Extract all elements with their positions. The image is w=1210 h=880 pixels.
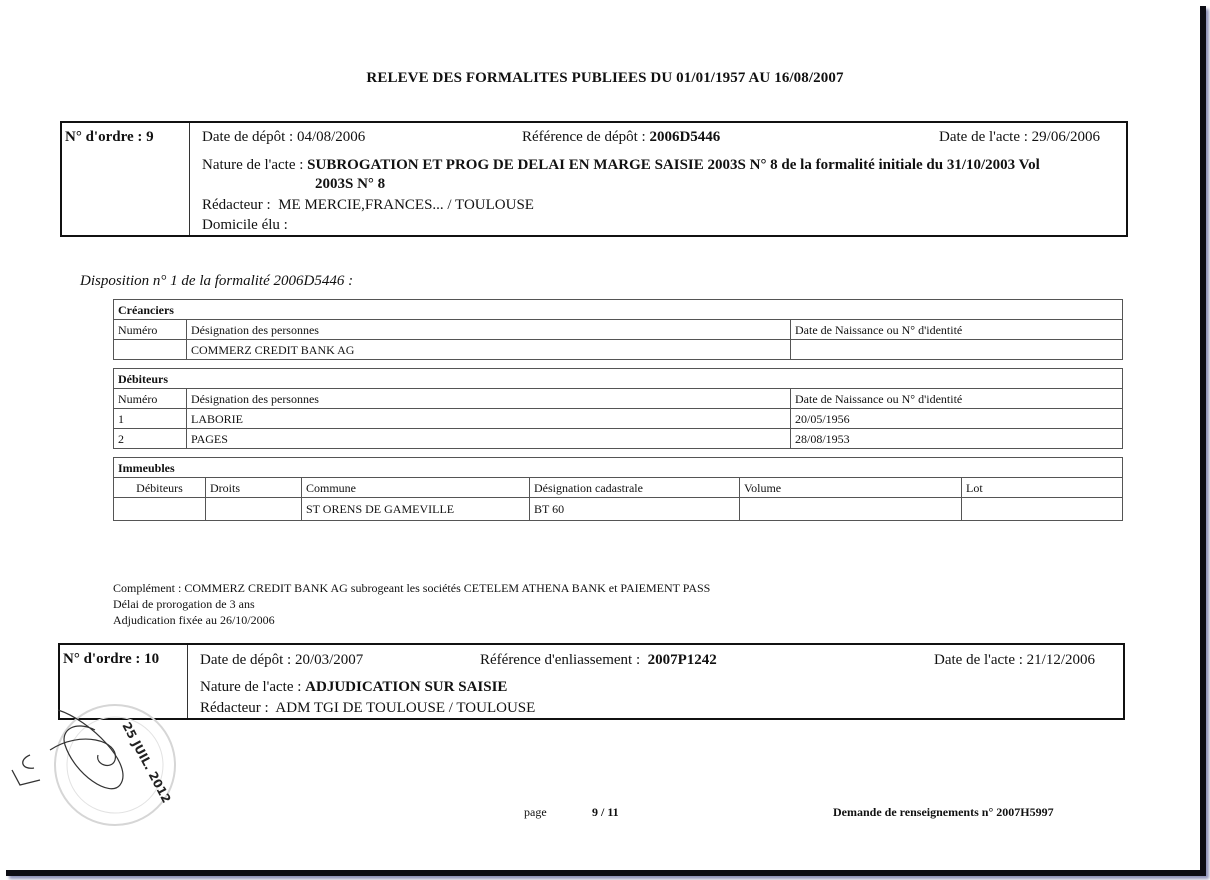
complement-line: Délai de prorogation de 3 ans bbox=[113, 597, 255, 611]
cell-cadastrale: BT 60 bbox=[530, 498, 740, 521]
table-row bbox=[114, 498, 1123, 521]
col-header: Date de Naissance ou N° d'identité bbox=[791, 320, 1123, 340]
cell-numero: 1 bbox=[114, 409, 187, 429]
formalite-10-box bbox=[58, 643, 1125, 720]
date-depot: Date de dépôt : 20/03/2007 bbox=[200, 652, 364, 668]
cell-numero: 2 bbox=[114, 429, 187, 449]
redacteur: Rédacteur : ADM TGI DE TOULOUSE / TOULOUSE bbox=[200, 700, 536, 716]
creanciers-table bbox=[113, 299, 1123, 360]
cell-lot bbox=[962, 498, 1123, 521]
debiteurs-table bbox=[113, 368, 1123, 449]
official-stamp-icon bbox=[0, 690, 190, 840]
table-row bbox=[114, 429, 1123, 449]
complement-line: Complément : COMMERZ CREDIT BANK AG subrogeant les sociétés CETELEM ATHENA BANK et PAIEMENT PASS bbox=[113, 581, 711, 595]
cell-date: 28/08/1953 bbox=[791, 429, 1123, 449]
col-header: Volume bbox=[740, 478, 962, 498]
col-header: Débiteurs bbox=[114, 478, 206, 498]
date-acte: Date de l'acte : 21/12/2006 bbox=[934, 652, 1095, 668]
cell-debiteurs bbox=[114, 498, 206, 521]
cell-date bbox=[791, 340, 1123, 360]
cell-designation: LABORIE bbox=[187, 409, 791, 429]
stamp-date: 25 JUIL. 2012 bbox=[119, 719, 174, 806]
table-row bbox=[114, 340, 1123, 360]
complement-line: Adjudication fixée au 26/10/2006 bbox=[113, 613, 275, 627]
domicile-elu: Domicile élu : bbox=[202, 217, 288, 233]
complement-block bbox=[113, 580, 710, 628]
col-header: Lot bbox=[962, 478, 1123, 498]
cell-numero bbox=[114, 340, 187, 360]
disposition-heading: Disposition n° 1 de la formalité 2006D5446 : bbox=[80, 273, 354, 289]
redacteur: Rédacteur : ME MERCIE,FRANCES... / TOULOUSE bbox=[202, 197, 534, 213]
date-depot: Date de dépôt : 04/08/2006 bbox=[202, 129, 366, 145]
cell-volume bbox=[740, 498, 962, 521]
debiteurs-title: Débiteurs bbox=[114, 369, 1123, 389]
document-title: RELEVE DES FORMALITES PUBLIEES DU 01/01/1957 AU 16/08/2007 bbox=[366, 70, 844, 86]
col-header: Date de Naissance ou N° d'identité bbox=[791, 389, 1123, 409]
cell-designation: PAGES bbox=[187, 429, 791, 449]
col-header: Désignation cadastrale bbox=[530, 478, 740, 498]
table-row bbox=[114, 409, 1123, 429]
table-header-row bbox=[114, 320, 1123, 340]
nature-acte-cont: 2003S N° 8 bbox=[315, 176, 386, 192]
col-header: Numéro bbox=[114, 389, 187, 409]
col-header: Numéro bbox=[114, 320, 187, 340]
stamp-signature bbox=[0, 690, 190, 840]
date-acte: Date de l'acte : 29/06/2006 bbox=[939, 129, 1100, 145]
reference-enliassement: Référence d'enliassement : 2007P1242 bbox=[480, 652, 717, 668]
immeubles-title: Immeubles bbox=[114, 458, 1123, 478]
nature-acte: Nature de l'acte : ADJUDICATION SUR SAISIE bbox=[200, 679, 508, 695]
cell-commune: ST ORENS DE GAMEVILLE bbox=[302, 498, 530, 521]
col-header: Droits bbox=[206, 478, 302, 498]
nature-acte: Nature de l'acte : SUBROGATION ET PROG DE DELAI EN MARGE SAISIE 2003S N° 8 de la formalité initiale du 31/10/2003 Vol bbox=[202, 157, 1040, 173]
demande-renseignements: Demande de renseignements n° 2007H5997 bbox=[833, 805, 1054, 819]
formalite-9-box bbox=[60, 121, 1128, 237]
col-header: Désignation des personnes bbox=[187, 320, 791, 340]
reference-depot: Référence de dépôt : 2006D5446 bbox=[522, 129, 721, 145]
immeubles-table bbox=[113, 457, 1123, 521]
table-header-row bbox=[114, 478, 1123, 498]
creanciers-title: Créanciers bbox=[114, 300, 1123, 320]
ordre-number: N° d'ordre : 9 bbox=[62, 123, 190, 235]
col-header: Commune bbox=[302, 478, 530, 498]
cell-droits bbox=[206, 498, 302, 521]
col-header: Désignation des personnes bbox=[187, 389, 791, 409]
ordre-number: N° d'ordre : 10 bbox=[60, 645, 188, 718]
page-number: 9 / 11 bbox=[592, 805, 619, 819]
cell-designation: COMMERZ CREDIT BANK AG bbox=[187, 340, 791, 360]
cell-date: 20/05/1956 bbox=[791, 409, 1123, 429]
page-label: page bbox=[524, 805, 547, 819]
table-header-row bbox=[114, 389, 1123, 409]
